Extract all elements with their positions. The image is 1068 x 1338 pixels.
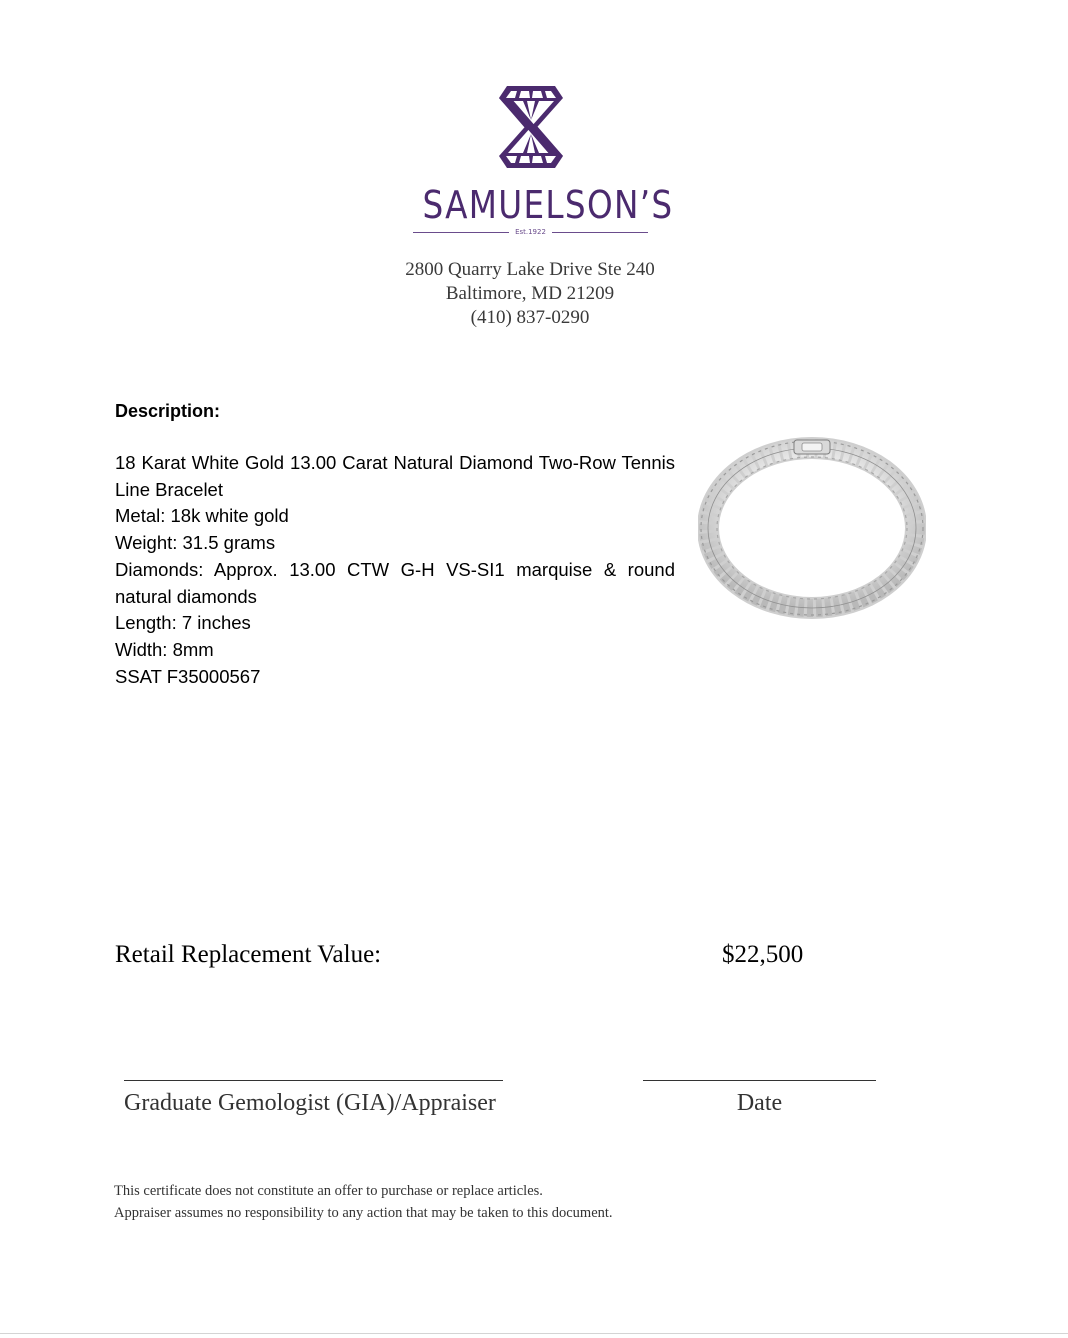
address-phone: (410) 837-0290 (470, 307, 590, 328)
established-year: Est.1922 (515, 228, 546, 236)
item-weight: Weight: 31.5 grams (115, 532, 276, 554)
appraiser-signature-line (124, 1080, 503, 1081)
established-rule (413, 227, 648, 237)
address-city: Baltimore, MD 21209 (445, 283, 615, 304)
item-metal: Metal: 18k white gold (115, 505, 289, 527)
retail-value-amount: $22,500 (722, 941, 804, 968)
date-label: Date (736, 1090, 783, 1116)
bracelet-photo (698, 434, 926, 624)
brand-name: SAMUELSON’S (422, 183, 674, 227)
description-heading: Description: (115, 401, 221, 421)
description-body (115, 450, 675, 690)
rule-left (413, 232, 509, 233)
disclaimer-line-1: This certificate does not constitute an offer to purchase or replace articles. (114, 1183, 543, 1199)
disclaimer (114, 1180, 613, 1224)
samuelsons-logo-mark (497, 84, 565, 170)
item-sku: SSAT F35000567 (115, 665, 261, 687)
appraiser-label: Graduate Gemologist (GIA)/Appraiser (124, 1090, 496, 1116)
item-diamonds: Diamonds: Approx. 13.00 CTW G-H VS-SI1 marquise & round natural diamonds (115, 558, 675, 607)
store-address (330, 258, 730, 330)
rule-right (552, 232, 648, 233)
item-width: Width: 8mm (115, 638, 214, 660)
retail-value-label: Retail Replacement Value: (115, 941, 382, 968)
page-bottom-edge (0, 1333, 1068, 1334)
item-title: 18 Karat White Gold 13.00 Carat Natural Diamond Two-Row Tennis Line Bracelet (115, 452, 675, 500)
address-street: 2800 Quarry Lake Drive Ste 240 (405, 259, 655, 280)
date-signature-line (643, 1080, 876, 1081)
disclaimer-line-2: Appraiser assumes no responsibility to any action that may be taken to this document. (114, 1205, 613, 1221)
item-length: Length: 7 inches (115, 612, 251, 634)
